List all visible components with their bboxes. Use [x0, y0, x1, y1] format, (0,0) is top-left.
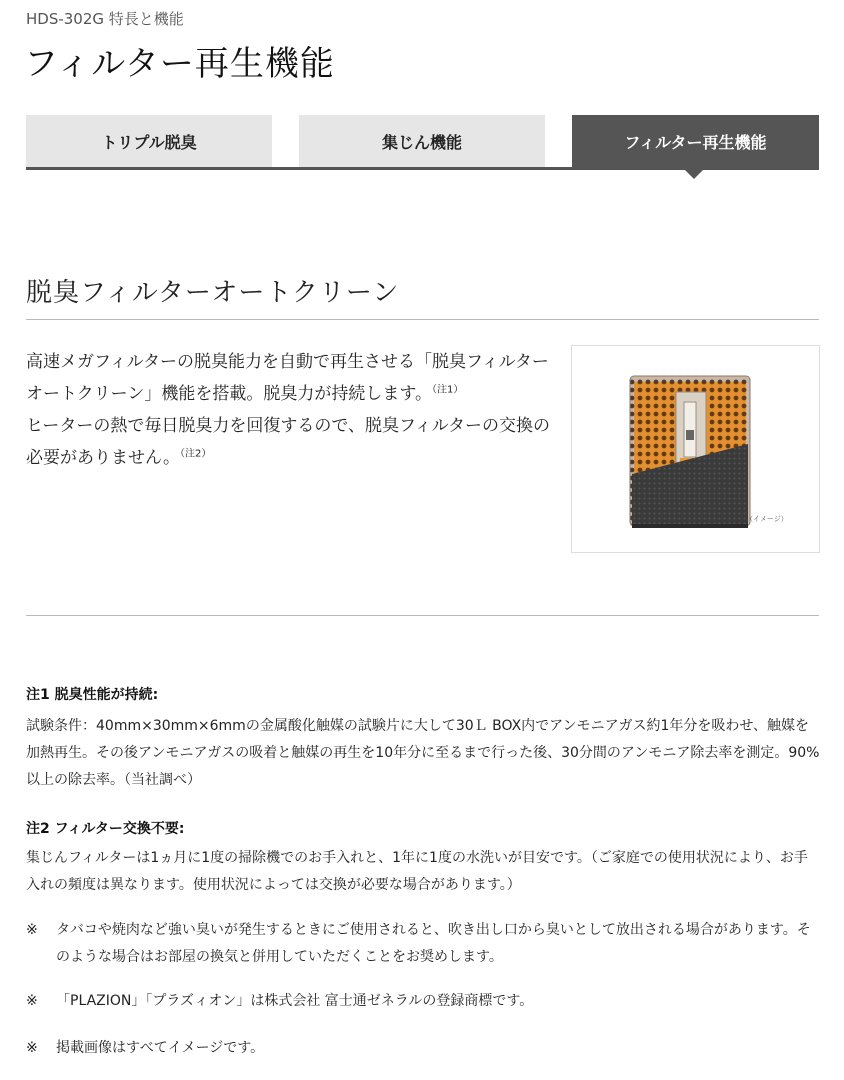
remark-mark: ※: [26, 993, 38, 1009]
page-subtitle: HDS-302G 特長と機能: [26, 10, 184, 28]
filter-image: [571, 345, 820, 553]
note-1-body: 試験条件：40mm×30mm×6mmの金属酸化触媒の試験片に大して30Ｌ BOX内でアンモニアガス約1年分を吸わせ、触媒を加熱再生。その後アンモニアガスの吸着と触媒の再生を10年分に至るまで行った後、30分間のアンモニア除去率を測定。90%以上の除去率。（当社調べ）: [26, 718, 820, 788]
tab-dust-collection[interactable]: 集じん機能: [299, 115, 545, 167]
tab-triple-deodorize[interactable]: トリプル脱臭: [26, 115, 272, 167]
section-title: 脱臭フィルターオートクリーン: [26, 278, 400, 308]
tab-bar: [26, 115, 819, 167]
remark-item: [26, 988, 821, 1015]
note-reference: （注1）: [431, 384, 464, 396]
description: [26, 346, 556, 474]
note-reference: （注2）: [180, 448, 212, 460]
tab-filter-regeneration[interactable]: フィルター再生機能: [572, 115, 819, 167]
note-2-body: 集じんフィルターは1ヵ月に1度の掃除機でのお手入れと、1年に1度の水洗いが目安です。（ご家庭での使用状況により、お手入れの頻度は異なります。使用状況によっては交換が必要な場合があります。）: [26, 850, 808, 893]
remark-mark: ※: [26, 922, 38, 938]
note-2-heading: 注2 フィルター交換不要:: [26, 821, 185, 837]
remark-text: 「PLAZION」「プラズィオン」は株式会社 富士通ゼネラルの登録商標です。: [56, 993, 534, 1009]
image-caption: （イメージ）: [746, 515, 788, 523]
page-title: フィルター再生機能: [24, 44, 335, 84]
note-1-heading: 注1 脱臭性能が持続:: [26, 687, 159, 703]
remark-text: 掲載画像はすべてイメージです。: [56, 1040, 265, 1056]
divider: [26, 319, 819, 320]
description-paragraph: 高速メガフィルターの脱臭能力を自動で再生させる「脱臭フィルターオートクリーン」機能を搭載。脱臭力が持続します。$^{(注1)}$: [26, 352, 549, 404]
description-paragraph: ヒーターの熱で毎日脱臭力を回復するので、脱臭フィルターの交換の必要がありません。$^{(注2)}$: [26, 416, 550, 468]
remark-item: [26, 917, 821, 971]
active-tab-indicator: [685, 170, 703, 179]
divider: [26, 615, 819, 616]
remark-mark: ※: [26, 1040, 38, 1056]
remark-text: タバコや焼肉など強い臭いが発生するときにご使用されると、吹き出し口から臭いとして放出される場合があります。そのような場合はお部屋の換気と併用していただくことをお奨めします。: [56, 922, 811, 965]
remark-item: [26, 1035, 821, 1062]
